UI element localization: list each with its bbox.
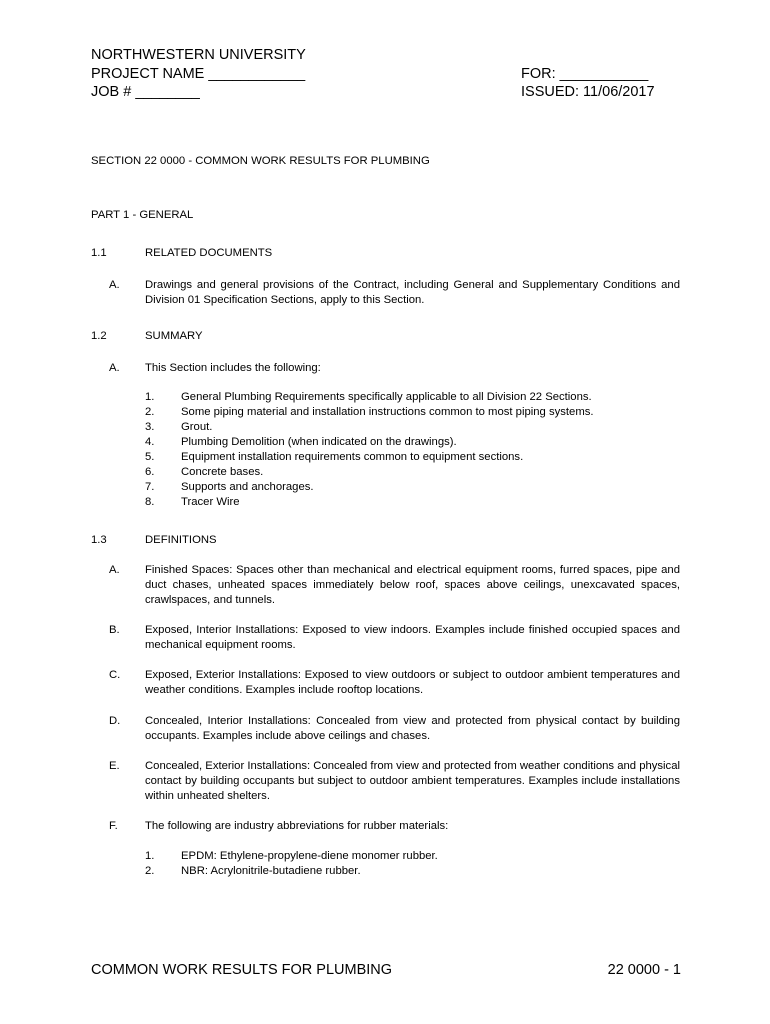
paragraph-text: This Section includes the following: — [145, 362, 321, 374]
paragraph-1-3-f — [91, 819, 680, 834]
paragraph-text: Exposed, Interior Installations: Exposed to view indoors. Examples include finished occupied spaces and mechanical equipment rooms. — [145, 624, 680, 651]
section-1-1 — [91, 246, 680, 261]
paragraph-text: Drawings and general provisions of the Contract, including General and Supplementary Conditions and Division 01 Specification Sections, apply to this Section. — [145, 279, 680, 306]
paragraph-letter: F. — [109, 820, 118, 832]
list-item — [145, 435, 680, 450]
page-header — [91, 46, 681, 102]
abbreviation-list — [91, 849, 680, 879]
section-heading — [91, 329, 680, 344]
list-number: 3. — [145, 421, 155, 433]
list-text: Grout. — [181, 421, 213, 433]
list-item — [145, 849, 680, 864]
section-heading — [91, 246, 680, 261]
paragraph-letter: D. — [109, 715, 121, 727]
list-number: 4. — [145, 436, 155, 448]
section-heading-text: SUMMARY — [145, 330, 203, 342]
section-number: 1.2 — [91, 330, 107, 342]
paragraph-text: Finished Spaces: Spaces other than mechanical and electrical equipment rooms, furred spaces, pipe and duct chases, unheated spaces immediately below roof, spaces above ceilings, unexcavated spaces, crawlspaces, and tunnels. — [145, 564, 680, 606]
paragraph-letter: A. — [109, 362, 120, 374]
section-number: 1.1 — [91, 247, 107, 259]
section-heading-text: RELATED DOCUMENTS — [145, 247, 273, 259]
list-text: Concrete bases. — [181, 466, 264, 478]
list-number: 2. — [145, 865, 155, 877]
list-item — [145, 480, 680, 495]
list-text: Some piping material and installation instructions common to most piping systems. — [181, 406, 594, 418]
list-text: Supports and anchorages. — [181, 481, 314, 493]
paragraph-text: Exposed, Exterior Installations: Exposed to view outdoors or subject to outdoor ambient temperatures and weather conditions. Examples include rooftop locations. — [145, 669, 680, 696]
list-text: NBR: Acrylonitrile-butadiene rubber. — [181, 865, 361, 877]
paragraph-letter: A. — [109, 564, 120, 576]
paragraph-1-3-b — [91, 623, 680, 653]
paragraph-1-2-a — [91, 361, 680, 376]
paragraph-1-3-d — [91, 714, 680, 744]
list-number: 7. — [145, 481, 155, 493]
section-title: SECTION 22 0000 - COMMON WORK RESULTS FOR PLUMBING — [91, 155, 430, 167]
list-number: 2. — [145, 406, 155, 418]
section-heading-text: DEFINITIONS — [145, 534, 217, 546]
part-title: PART 1 - GENERAL — [91, 209, 194, 221]
list-number: 8. — [145, 496, 155, 508]
list-text: Tracer Wire — [181, 496, 240, 508]
list-number: 5. — [145, 451, 155, 463]
section-heading — [91, 533, 680, 548]
issued-date: ISSUED: 11/06/2017 — [521, 84, 655, 100]
paragraph-letter: A. — [109, 279, 120, 291]
section-number: 1.3 — [91, 534, 107, 546]
paragraph-text: The following are industry abbreviations for rubber materials: — [145, 820, 449, 832]
paragraph-letter: E. — [109, 760, 120, 772]
paragraph-letter: B. — [109, 624, 120, 636]
paragraph-letter: C. — [109, 669, 121, 681]
paragraph-1-3-a — [91, 563, 680, 608]
list-number: 6. — [145, 466, 155, 478]
list-number: 1. — [145, 391, 155, 403]
section-1-3 — [91, 533, 680, 548]
list-item — [145, 864, 680, 879]
list-text: EPDM: Ethylene-propylene-diene monomer rubber. — [181, 850, 438, 862]
list-item — [145, 405, 680, 420]
org-name: NORTHWESTERN UNIVERSITY — [91, 47, 306, 63]
list-item — [145, 465, 680, 480]
page-footer — [91, 961, 681, 979]
job-number: JOB # ________ — [91, 84, 200, 100]
project-name: PROJECT NAME ____________ — [91, 65, 306, 82]
list-text: General Plumbing Requirements specifically applicable to all Division 22 Sections. — [181, 391, 592, 403]
paragraph-1-3-c — [91, 668, 680, 698]
footer-title: COMMON WORK RESULTS FOR PLUMBING — [91, 962, 393, 978]
page-number: 22 0000 - 1 — [607, 962, 681, 978]
paragraph-1-3-e — [91, 759, 680, 804]
section-1-2 — [91, 329, 680, 344]
paragraph-text: Concealed, Exterior Installations: Concealed from view and protected from weather conditions and physical contact by building occupants but subject to outdoor ambient temperatures. Examples include installations within unheated shelters. — [145, 760, 681, 802]
list-text: Plumbing Demolition (when indicated on the drawings). — [181, 436, 457, 448]
summary-list — [91, 390, 680, 510]
list-item — [145, 450, 680, 465]
paragraph-1-1-a — [91, 278, 680, 308]
paragraph-text: Concealed, Interior Installations: Concealed from view and protected from physical contact by building occupants. Examples include above ceilings and chases. — [145, 715, 680, 742]
list-text: Equipment installation requirements common to equipment sections. — [181, 451, 524, 463]
for-field: FOR: ___________ — [521, 65, 649, 82]
list-item — [145, 390, 680, 405]
list-item — [145, 495, 680, 510]
list-item — [145, 420, 680, 435]
list-number: 1. — [145, 850, 155, 862]
